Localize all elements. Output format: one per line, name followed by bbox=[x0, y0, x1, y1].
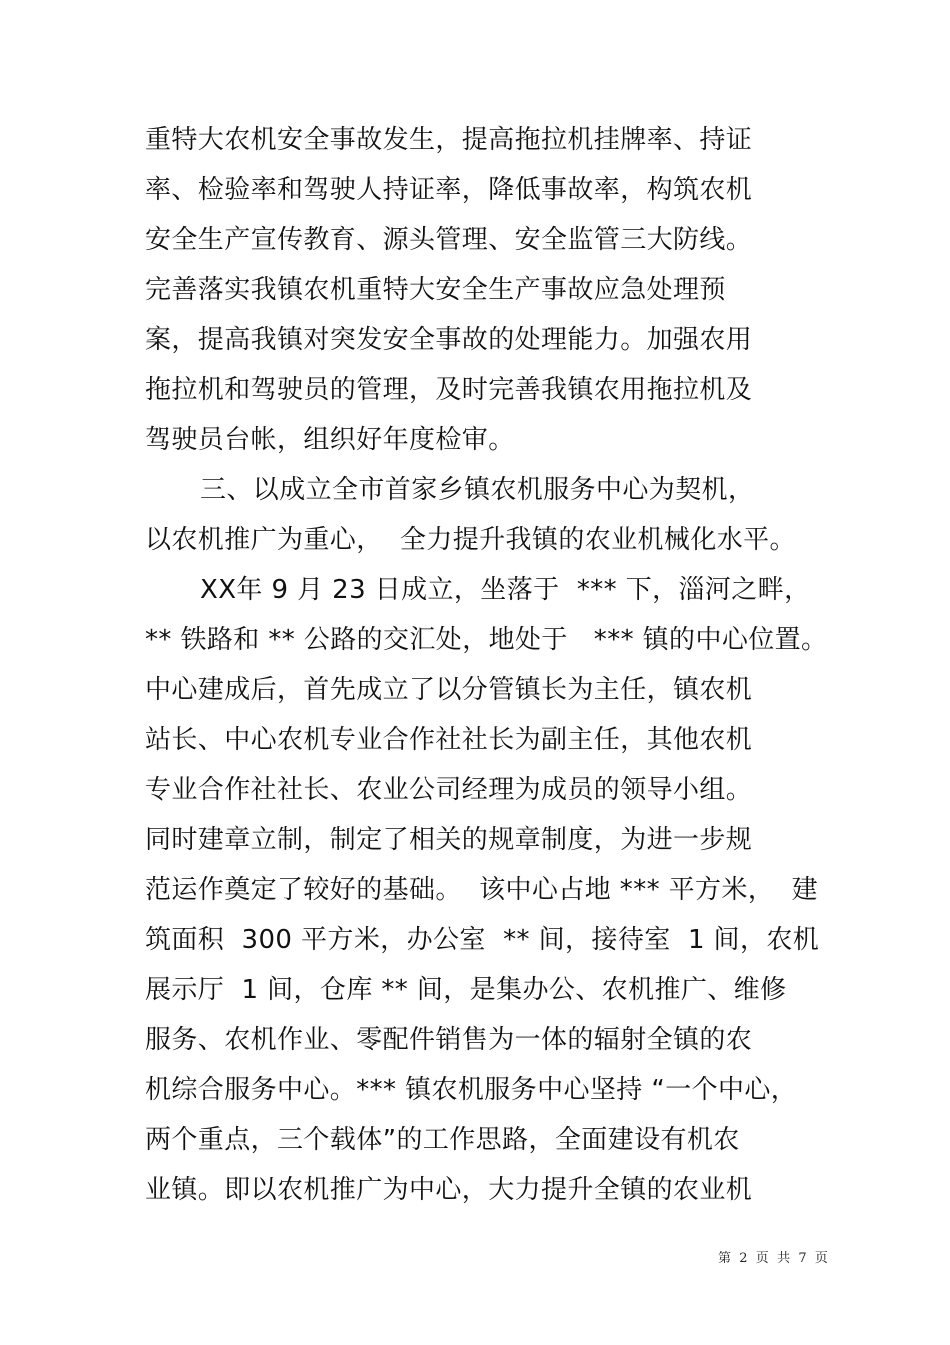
text-line: 率、检验率和驾驶人持证率，降低事故率，构筑农机 bbox=[145, 175, 753, 205]
section-heading: 三、以成立全市首家乡镇农机服务中心为契机， bbox=[200, 475, 755, 505]
text-line: ** 铁路和 ** 公路的交汇处，地处于 *** 镇的中心位置。 bbox=[145, 625, 828, 655]
text-line: 同时建章立制，制定了相关的规章制度，为进一步规 bbox=[145, 825, 753, 855]
text-line: 拖拉机和驾驶员的管理，及时完善我镇农用拖拉机及 bbox=[145, 375, 753, 405]
text-line: 业镇。即以农机推广为中心，大力提升全镇的农业机 bbox=[145, 1175, 753, 1205]
text-line: 服务、农机作业、零配件销售为一体的辐射全镇的农 bbox=[145, 1025, 753, 1055]
paragraph-start: XX年 9 月 23 日成立，坐落于 *** 下，淄河之畔， bbox=[200, 575, 811, 605]
text-line: 机综合服务中心。*** 镇农机服务中心坚持 “一个中心， bbox=[145, 1075, 798, 1105]
text-line: 展示厅 1 间，仓库 ** 间，是集办公、农机推广、维修 bbox=[145, 975, 787, 1005]
section-heading-continued: 以农机推广为重心， 全力提升我镇的农业机械化水平。 bbox=[145, 525, 796, 555]
text-line: 完善落实我镇农机重特大安全生产事故应急处理预 bbox=[145, 275, 726, 305]
text-line: 驾驶员台帐，组织好年度检审。 bbox=[145, 425, 515, 455]
page-number-footer: 第 2 页 共 7 页 bbox=[718, 1251, 828, 1266]
text-line: 筑面积 300 平方米，办公室 ** 间，接待室 1 间，农机 bbox=[145, 925, 820, 955]
text-line: 范运作奠定了较好的基础。 该中心占地 *** 平方米， 建 bbox=[145, 875, 818, 905]
text-line: 中心建成后，首先成立了以分管镇长为主任，镇农机 bbox=[145, 675, 753, 705]
text-line: 案，提高我镇对突发安全事故的处理能力。加强农用 bbox=[145, 325, 753, 355]
text-line: 重特大农机安全事故发生，提高拖拉机挂牌率、持证 bbox=[145, 125, 753, 155]
text-line: 站长、中心农机专业合作社社长为副主任，其他农机 bbox=[145, 725, 753, 755]
text-line: 安全生产宣传教育、源头管理、安全监管三大防线。 bbox=[145, 225, 753, 255]
text-line: 两个重点，三个载体”的工作思路，全面建设有机农 bbox=[145, 1125, 740, 1155]
text-line: 专业合作社社长、农业公司经理为成员的领导小组。 bbox=[145, 775, 753, 805]
